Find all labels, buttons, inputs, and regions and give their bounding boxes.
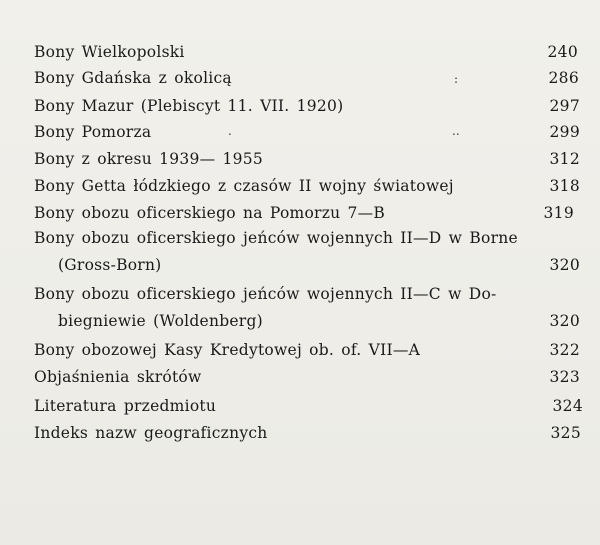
leader-dots: : [454,72,459,86]
toc-entry [0,396,600,422]
leader-dots: . [228,124,232,138]
toc-entry-page: 297 [549,97,580,115]
toc-entry-page: 320 [549,312,580,330]
toc-entry-page: 240 [547,43,578,61]
toc-entry-title: Indeks nazw geograficznych [34,424,268,442]
toc-entry-title: Literatura przedmiotu [34,397,217,415]
toc-entry [0,228,600,254]
toc-entry-page: 286 [548,69,579,87]
toc-entry-title-continued: (Gross-Born) [58,256,162,274]
toc-entry-page: 323 [549,368,580,386]
toc-entry [0,423,600,449]
toc-entry-page: 324 [552,397,583,415]
toc-entry [0,122,600,148]
toc-entry [0,68,600,94]
toc-entry-title: Bony Gdańska z okolicą [34,69,232,87]
toc-entry-continuation [0,255,600,281]
toc-entry [0,367,600,393]
toc-entry-title: Bony obozu oficerskiego na Pomorzu 7—B [34,204,386,222]
toc-entry-title: Objaśnienia skrótów [34,368,202,386]
toc-entry-page: 318 [549,177,580,195]
toc-entry [0,340,600,366]
toc-entry-page: 319 [543,204,574,222]
toc-entry [0,203,600,229]
toc-entry-title: Bony Wielkopolski [34,43,185,61]
toc-entry-title: Bony obozu oficerskiego jeńców wojennych II—D w Borne [34,229,518,247]
toc-entry [0,149,600,175]
toc-entry-continuation [0,311,600,337]
toc-entry [0,176,600,202]
toc-entry-title: Bony Getta łódzkiego z czasów II wojny światowej [34,177,454,195]
toc-entry [0,284,600,310]
toc-entry-title: Bony obozowej Kasy Kredytowej ob. of. VII—A [34,341,421,359]
toc-entry-page: 299 [549,123,580,141]
leader-dots: .. [452,124,460,138]
toc-entry-page: 320 [549,256,580,274]
toc-entry-title: Bony obozu oficerskiego jeńców wojennych II—C w Do- [34,285,497,303]
toc-entry [0,96,600,122]
toc-entry [0,42,600,68]
toc-entry-title: Bony z okresu 1939— 1955 [34,150,263,168]
toc-entry-title: Bony Pomorza [34,123,152,141]
toc-entry-page: 322 [549,341,580,359]
toc-entry-page: 312 [549,150,580,168]
toc-entry-title: Bony Mazur (Plebiscyt 11. VII. 1920) [34,97,344,115]
toc-entry-page: 325 [550,424,581,442]
toc-entry-title-continued: biegniewie (Woldenberg) [58,312,263,330]
